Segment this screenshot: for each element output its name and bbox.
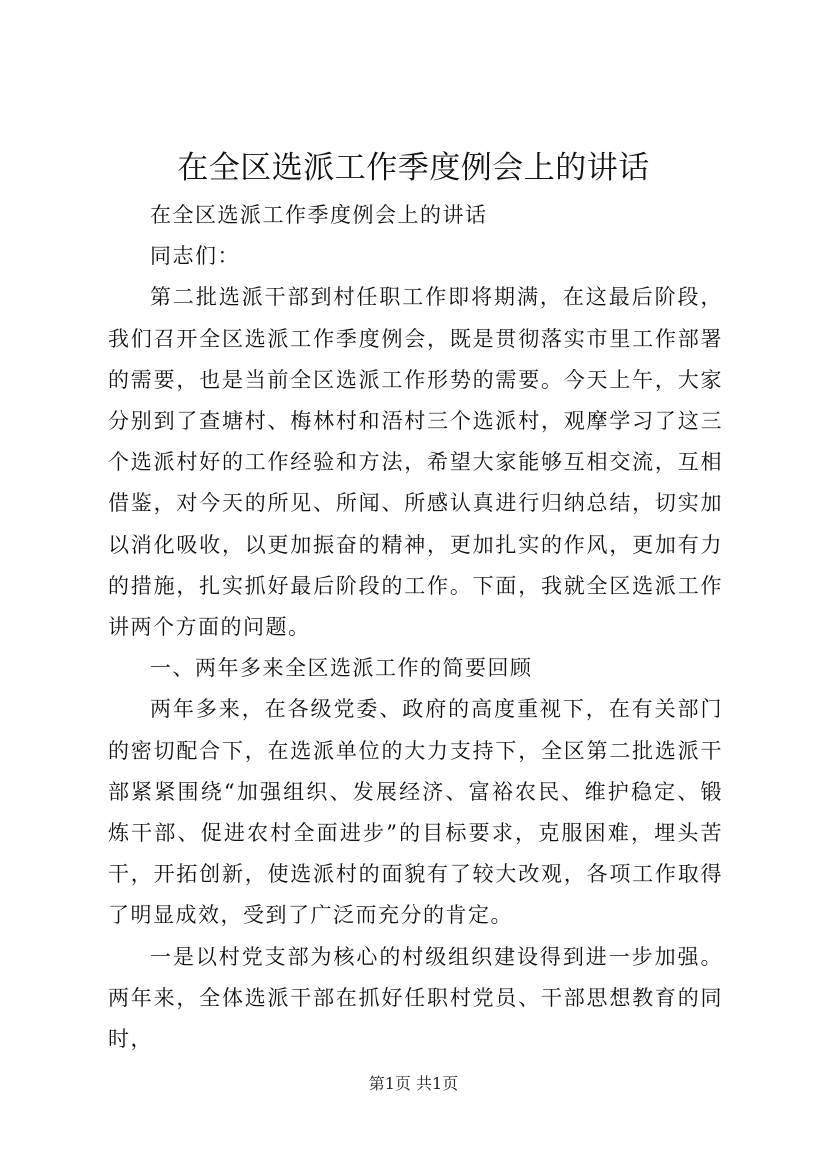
intro-paragraph: 第二批选派干部到村任职工作即将期满，在这最后阶段，我们召开全区选派工作季度例会，既是贯彻落实市里工作部署的需要，也是当前全区选派工作形势的需要。今天上午，大家分别到了查塘村、梅林村和浯村三个选派村，观摩学习了这三个选派村好的工作经验和方法，希望大家能够互相交流，互相借鉴，对今天的所见、所闻、所感认真进行归纳总结，切实加以消化吸收，以更加振奋的精神，更加扎实的作风，更加有力的措施，扎实抓好最后阶段的工作。下面，我就全区选派工作讲两个方面的问题。 bbox=[108, 285, 723, 640]
subtitle-paragraph: 在全区选派工作季度例会上的讲话 bbox=[150, 203, 488, 227]
salutation-paragraph: 同志们： bbox=[150, 244, 240, 269]
document-title: 在全区选派工作季度例会上的讲话 bbox=[177, 150, 650, 186]
page-footer: 第1页 共1页 bbox=[368, 1074, 459, 1093]
review-paragraph: 两年多来，在各级党委、政府的高度重视下，在有关部门的密切配合下，在选派单位的大力支持下，全区第二批选派干部紧紧围绕“加强组织、发展经济、富裕农民、维护稳定、锻炼干部、促进农村全面进步”的目标要求，克服困难，埋头苦干，开拓创新，使选派村的面貌有了较大改观，各项工作取得了明显成效，受到了广泛而充分的肯定。 bbox=[108, 697, 723, 928]
section-heading: 一、两年多来全区选派工作的简要回顾 bbox=[150, 656, 533, 681]
first-point-paragraph: 一是以村党支部为核心的村级组织建设得到进一步加强。两年来，全体选派干部在抓好任职村党员、干部思想教育的同时， bbox=[108, 944, 723, 1052]
document-body bbox=[108, 195, 723, 1060]
